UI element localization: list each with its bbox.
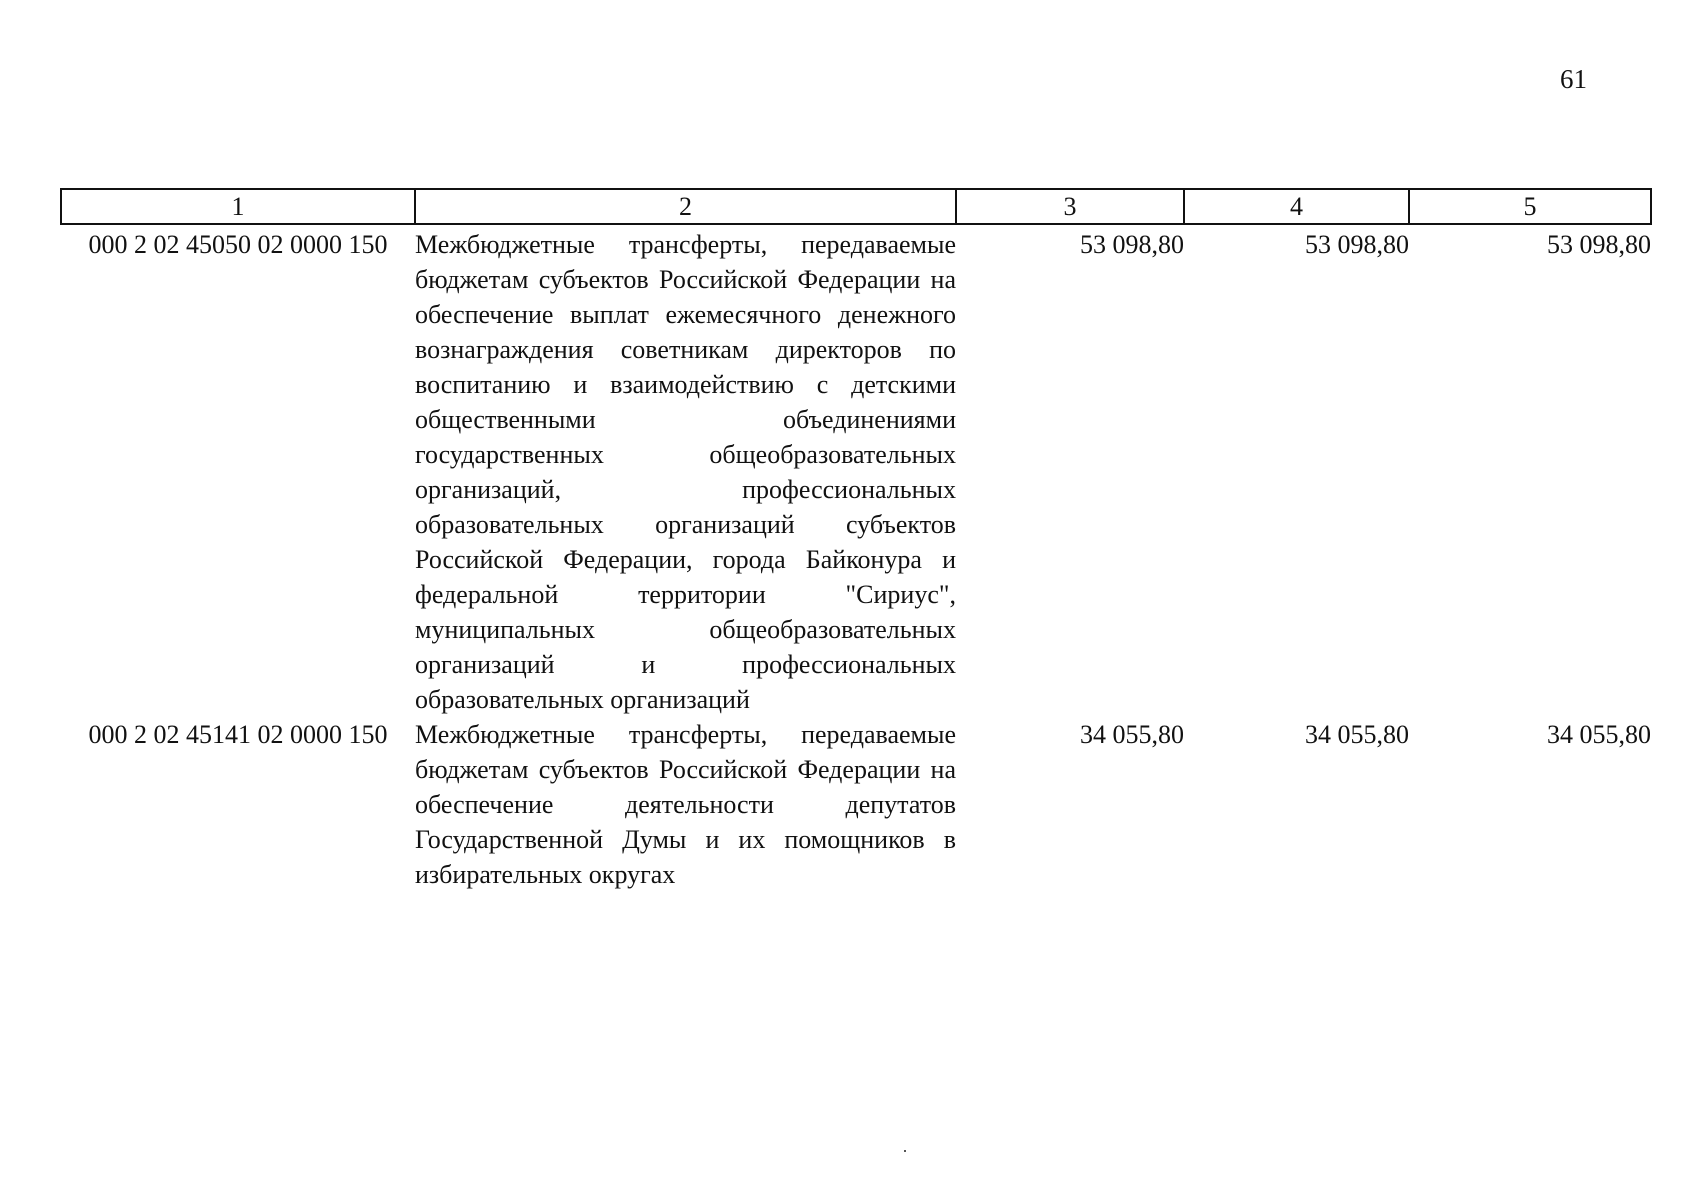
budget-code: 000 2 02 45050 02 0000 150 (88, 230, 388, 259)
column-header-3: 3 (956, 189, 1184, 224)
page-number: 61 (1560, 64, 1587, 94)
budget-code: 000 2 02 45141 02 0000 150 (88, 720, 388, 749)
budget-item-name-cell (415, 717, 956, 892)
amount-col-4: 53 098,80 (1305, 230, 1409, 259)
table-row (61, 227, 1651, 717)
column-header-1: 1 (61, 189, 415, 224)
budget-item-name: Межбюджетные трансферты, передаваемые бюджетам субъектов Российской Федерации на обеспечение деятельности депутатов Государственной Думы и их помощников в избирательных округах (415, 720, 956, 889)
amount-col-5: 53 098,80 (1547, 230, 1651, 259)
budget-table (60, 188, 1652, 892)
table-row (61, 717, 1651, 892)
column-header-2: 2 (415, 189, 956, 224)
budget-item-name: Межбюджетные трансферты, передаваемые бюджетам субъектов Российской Федерации на обеспечение выплат ежемесячного денежного вознаграждения советникам директоров по воспитанию и взаимодействию с детскими общественными объединениями государственных общеобразовательных организаций, профессиональных образовательных организаций субъектов Российской Федерации, города Байконура и федеральной территории "Сириус", муниципальных общеобразовательных организаций и профессиональных образовательных организаций (415, 230, 956, 714)
amount-col-4: 34 055,80 (1305, 720, 1409, 749)
table-header (61, 189, 1651, 224)
header-row (61, 189, 1651, 224)
scan-dot (904, 1150, 906, 1152)
table-body (61, 224, 1651, 892)
column-header-5: 5 (1409, 189, 1651, 224)
budget-item-name-cell (415, 227, 956, 717)
column-header-4: 4 (1184, 189, 1409, 224)
amount-col-5: 34 055,80 (1547, 720, 1651, 749)
amount-col-3: 34 055,80 (1080, 720, 1184, 749)
amount-col-3: 53 098,80 (1080, 230, 1184, 259)
